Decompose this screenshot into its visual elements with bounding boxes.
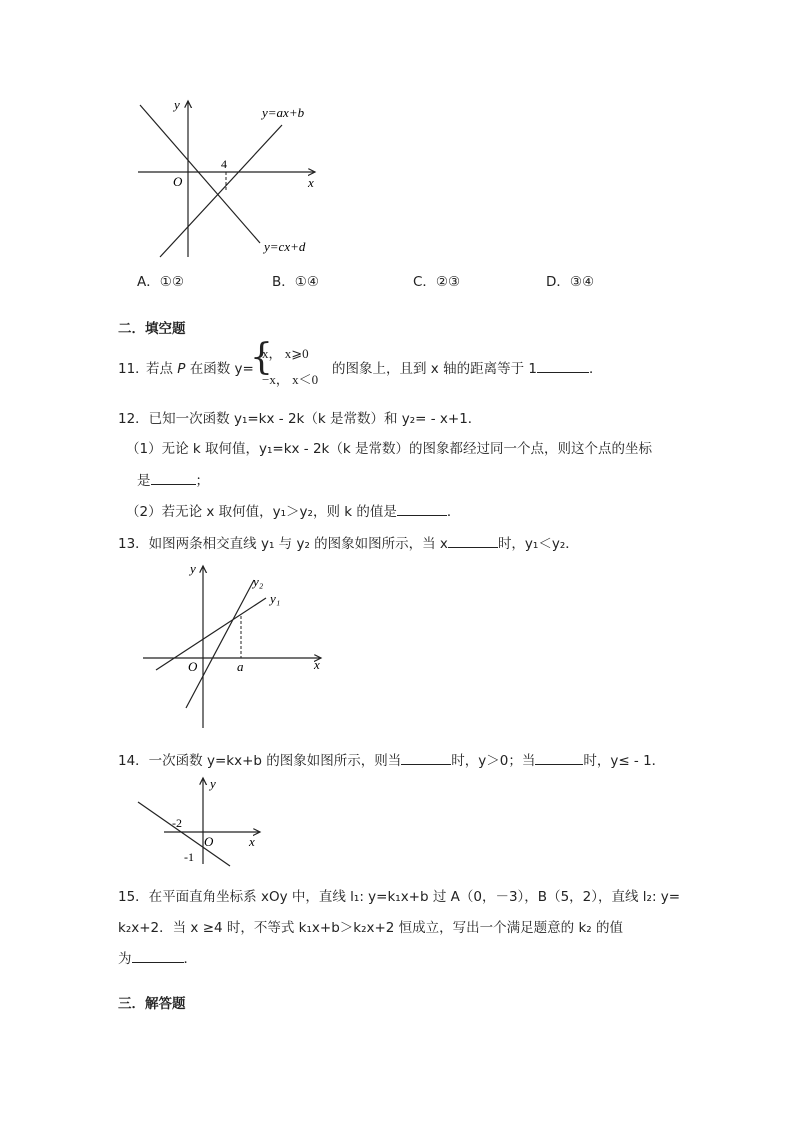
option-a: A．①②	[137, 274, 184, 290]
q11-blank[interactable]	[537, 360, 589, 373]
q13-blank[interactable]	[448, 535, 498, 548]
x-label: x	[308, 175, 314, 190]
option-d: D．③④	[546, 274, 595, 290]
q14-blank2[interactable]	[535, 752, 583, 765]
q12-line1: 12．已知一次函数 y₁=kx - 2k（k 是常数）和 y₂= - x+1．	[118, 411, 482, 427]
q11-brace: {	[250, 337, 273, 378]
q12-line3	[137, 469, 209, 489]
q11-num: 11．	[118, 361, 149, 377]
q12-line4b: ．	[446, 504, 461, 520]
section2-heading: 二．填空题	[118, 321, 186, 337]
q14-c: 时，y≤ - 1．	[583, 753, 666, 769]
q12-line4a: （2）若无论 x 取何值，y₁＞y₂，则 k 的值是	[126, 504, 397, 520]
q11-pre	[146, 357, 254, 377]
q14-b: 时，y＞0；当	[451, 753, 536, 769]
q11-case1: x， x⩾0	[262, 346, 309, 361]
y-label: y	[190, 561, 196, 576]
section3-heading: 三．解答题	[118, 996, 186, 1012]
q13-b: 时，y₁＜y₂．	[497, 536, 579, 552]
q15-line3a: 为	[118, 951, 132, 967]
q11-post	[332, 357, 602, 377]
q12-line4	[126, 500, 460, 520]
q12-blank2[interactable]	[397, 503, 447, 516]
option-c: C．②③	[413, 274, 461, 290]
y-label: y	[174, 97, 180, 112]
y2-label: y₂	[253, 574, 264, 589]
q14-figure	[136, 772, 266, 868]
origin-label: O	[173, 174, 183, 189]
y1-label: y₁	[270, 591, 281, 606]
q13-figure	[138, 560, 338, 732]
q11-end: ．	[588, 361, 603, 377]
line2-label: y=cx+d	[264, 239, 306, 254]
line1-label: y=ax+b	[262, 105, 305, 120]
y-label: y	[210, 776, 216, 791]
q10-figure	[130, 95, 330, 265]
origin-label: O	[188, 659, 198, 674]
a-label: a	[237, 659, 244, 674]
q12-line2: （1）无论 k 取何值，y₁=kx - 2k（k 是常数）的图象都经过同一个点，则这个点的坐标	[126, 441, 652, 457]
line-cx-d	[140, 105, 260, 243]
q12-line3a: 是	[137, 473, 151, 489]
q11-pre-text: 若点	[146, 361, 178, 377]
q14-a: 14．一次函数 y=kx+b 的图象如图所示，则当	[118, 753, 402, 769]
q11-case2: −x， x＜0	[262, 372, 319, 387]
neg2-label: -2	[172, 816, 182, 830]
q11-P: P	[177, 361, 186, 377]
q15-line3	[118, 947, 197, 967]
x-label: x	[249, 834, 255, 849]
q14-line	[118, 749, 665, 769]
origin-label: O	[204, 834, 214, 849]
q14-blank1[interactable]	[401, 752, 451, 765]
q11-post-text: 的图象上，且到 x 轴的距离等于 1	[332, 361, 537, 377]
neg1-label: -1	[184, 850, 194, 864]
q13-a: 13．如图两条相交直线 y₁ 与 y₂ 的图象如图所示，当 x	[118, 536, 448, 552]
tick-4: 4	[221, 157, 227, 171]
q15-line1: 15．在平面直角坐标系 xOy 中，直线 l₁: y=k₁x+b 过 A（0，－3），B（5，2），直线 l₂: y=	[118, 889, 681, 905]
q12-blank1[interactable]	[151, 472, 196, 485]
q15-blank[interactable]	[132, 950, 184, 963]
x-label: x	[314, 657, 320, 672]
line-ax-b	[160, 125, 282, 257]
q12-line3b: ；	[195, 473, 209, 489]
line-y1	[156, 598, 266, 670]
q11-mid: 在函数 y=	[185, 361, 254, 377]
option-b: B．①④	[272, 274, 319, 290]
q13-line	[118, 532, 579, 552]
q15-line3b: ．	[183, 951, 197, 967]
q15-line2: k₂x+2．当 x ≥4 时，不等式 k₁x+b＞k₂x+2 恒成立，写出一个满足题意的 k₂ 的值	[118, 920, 623, 936]
